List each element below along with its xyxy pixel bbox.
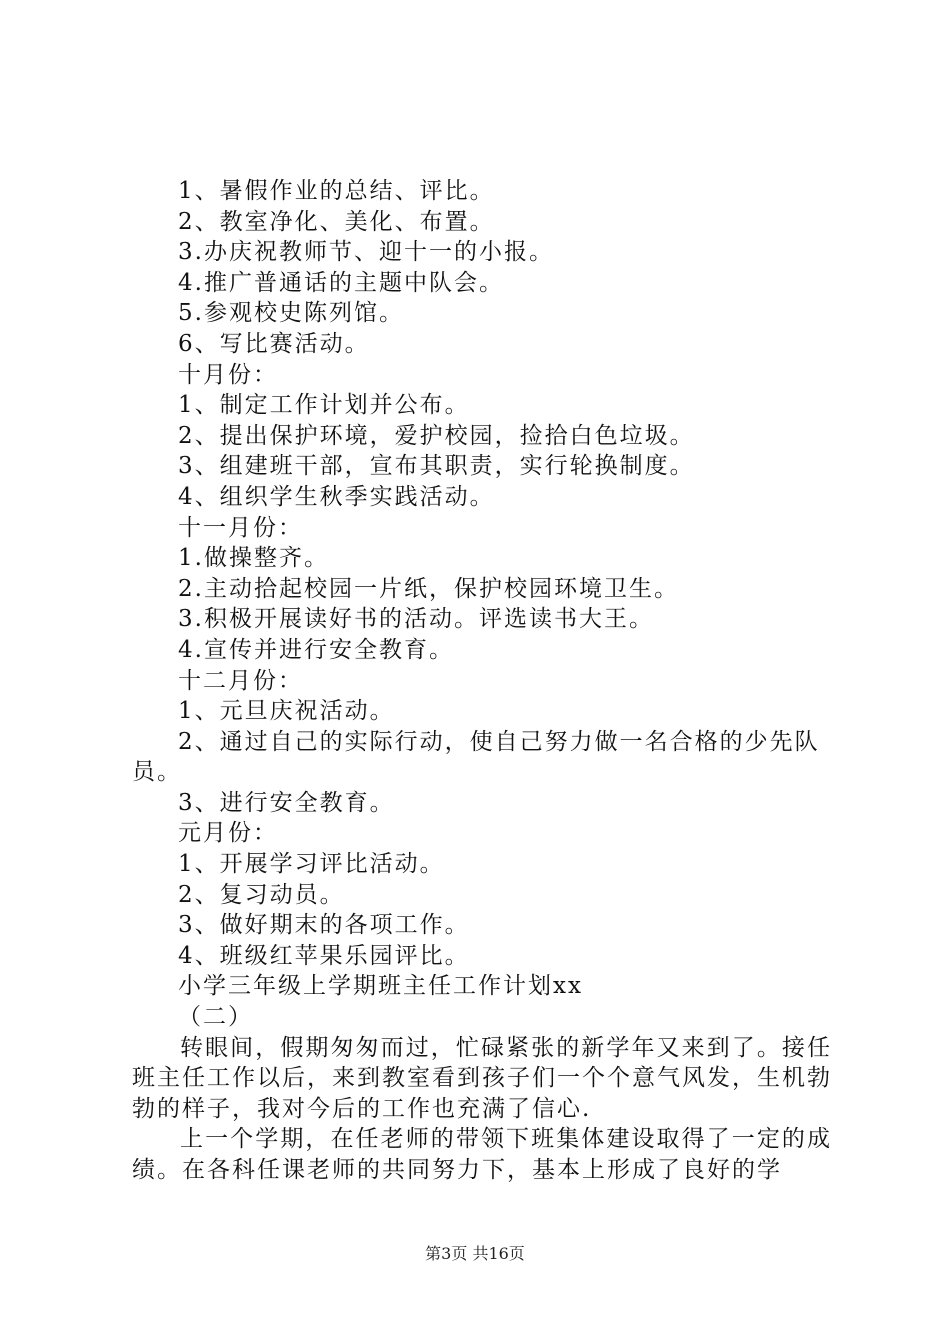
list-item: 5.参观校史陈列馆。 [178, 300, 404, 327]
list-item: 6、写比赛活动。 [178, 330, 370, 357]
list-item: 3、组建班干部，宣布其职责，实行轮换制度。 [178, 453, 695, 480]
month-heading: 十二月份： [178, 667, 303, 694]
month-heading: 十一月份： [178, 514, 303, 541]
list-item: 1、暑假作业的总结、评比。 [178, 178, 495, 204]
paragraph: 上一个学期，在任老师的带领下班集体建设取得了一定的成绩。在各科任课老师的共同努力下，基本上形成了良好的学 [132, 1126, 832, 1183]
document-body [132, 176, 832, 1186]
list-item: 3、进行安全教育。 [178, 789, 395, 816]
list-item: 1、制定工作计划并公布。 [178, 392, 470, 419]
list-item: 2、提出保护环境，爱护校园，捡拾白色垃圾。 [178, 422, 695, 449]
list-item: 2、通过自己的实际行动，使自己努力做一名合格的少先队 [178, 728, 820, 755]
list-item: 1.做操整齐。 [178, 545, 329, 572]
list-item: 4.推广普通话的主题中队会。 [178, 269, 504, 296]
list-item: 2、复习动员。 [178, 881, 345, 908]
list-item: 3.办庆祝教师节、迎十一的小报。 [178, 239, 554, 266]
list-item: 3.积极开展读好书的活动。评选读书大王。 [178, 606, 654, 633]
paragraph: 转眼间，假期匆匆而过，忙碌紧张的新学年又来到了。接任班主任工作以后，来到教室看到孩子们一个个意气风发，生机勃勃的样子，我对今后的工作也充满了信心. [132, 1034, 832, 1122]
list-item: 4、组织学生秋季实践活动。 [178, 483, 495, 510]
list-item: 1、开展学习评比活动。 [178, 851, 445, 878]
month-heading: 十月份： [178, 361, 278, 388]
list-item: 2、教室净化、美化、布置。 [178, 208, 495, 235]
list-item: 3、做好期末的各项工作。 [178, 912, 470, 939]
list-item: 4、班级红苹果乐园评比。 [178, 942, 470, 969]
list-item: 2.主动拾起校园一片纸，保护校园环境卫生。 [178, 575, 679, 602]
section-subtitle: （二） [178, 1004, 253, 1031]
section-title: 小学三年级上学期班主任工作计划xx [178, 973, 583, 1000]
month-heading: 元月份： [178, 820, 278, 847]
list-item: 4.宣传并进行安全教育。 [178, 636, 454, 663]
list-item-continuation: 员。 [132, 759, 182, 786]
list-item: 1、元旦庆祝活动。 [178, 698, 395, 725]
page-footer: 第3页 共16页 [425, 1244, 525, 1263]
